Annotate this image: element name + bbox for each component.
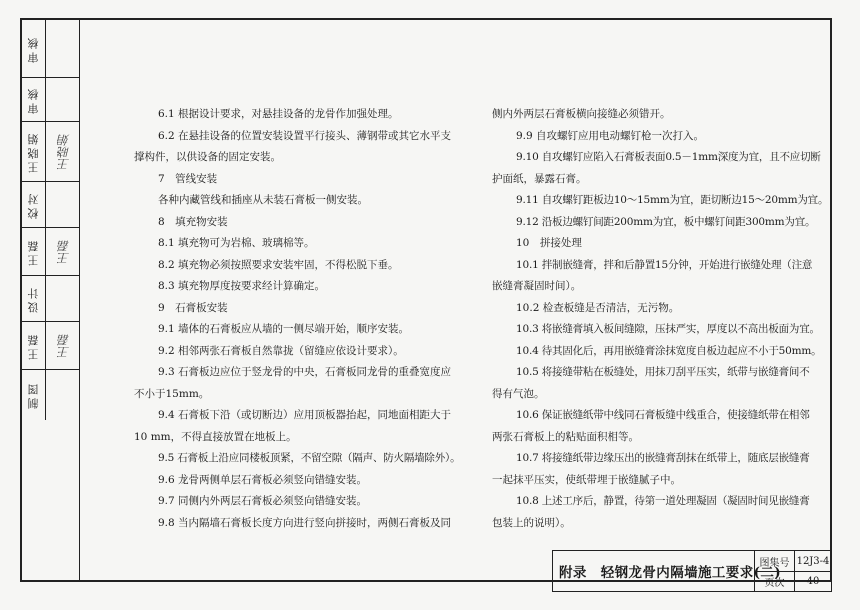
sidebar-label-cell	[22, 276, 46, 321]
sidebar-row	[22, 276, 80, 322]
sidebar-label-cell	[22, 182, 46, 227]
text-line: 9.9 自攻螺钉应用电动螺钉枪一次打入。	[516, 129, 705, 142]
sidebar-label-cell	[22, 78, 46, 121]
atlas-number: 12J3-4	[795, 551, 831, 572]
atlas-number-label: 图集号	[755, 551, 795, 572]
text-line: 7 管线安装	[158, 172, 218, 185]
text-line: 10.8 上述工序后，静置，待第一道处理凝固（凝固时间见嵌缝膏	[516, 495, 810, 507]
signature: 王晓娟	[56, 133, 71, 170]
text-line: 9.4 石膏板下沿（或切断边）应用顶板器抬起，同地面相距大于	[158, 409, 452, 421]
sidebar-row	[22, 370, 80, 420]
signature: 王磊	[56, 333, 71, 358]
sidebar-signature-cell	[46, 20, 80, 77]
text-line: 两张石膏板上的粘贴面积相等。	[492, 430, 639, 443]
sidebar-label-cell	[22, 322, 46, 369]
text-line: 8.3 填充物厚度按要求经计算确定。	[158, 280, 326, 292]
sidebar-row	[22, 20, 80, 78]
text-line: 9 石膏板安装	[158, 301, 228, 314]
text-line: 9.12 沿板边螺钉间距200mm为宜，板中螺钉间距300mm为宜。	[516, 215, 816, 228]
text-line: 10 mm，不得直接放置在地板上。	[134, 430, 297, 443]
text-line: 10.2 检查板缝是否清洁，无污物。	[516, 301, 680, 314]
text-line: 护面纸，暴露石膏。	[492, 172, 587, 185]
text-line: 嵌缝膏凝固时间）。	[492, 280, 582, 292]
sidebar-signature-cell	[46, 228, 80, 275]
sidebar-label: 审核	[26, 85, 40, 114]
text-line: 9.5 石膏板上沿应同楼板顶紧，不留空隙（隔声、防火隔墙除外）。	[158, 452, 461, 464]
text-line: 9.6 龙骨两侧单层石膏板必须竖向错缝安装。	[158, 473, 368, 486]
title-block	[552, 550, 832, 592]
sidebar-signature-cell	[46, 78, 80, 121]
text-line: 9.2 相邻两张石膏板自然靠拢（留缝应依设计要求）。	[158, 344, 404, 357]
text-line: 一起抹平压实，使纸带埋于嵌缝腻子中。	[492, 473, 681, 486]
sidebar-signature-cell	[46, 370, 80, 420]
text-line: 8 填充物安装	[158, 215, 228, 228]
text-line: 9.7 同侧内外两层石膏板必须竖向错缝安装。	[158, 495, 368, 507]
text-line: 10.4 待其固化后，再用嵌缝膏涂抹宽度自板边起应不小于50mm。	[516, 344, 822, 357]
text-line: 10.1 拌制嵌缝膏，拌和后静置15分钟，开始进行嵌缝处理（注意	[516, 258, 813, 271]
page-number: 40	[806, 576, 820, 587]
drawing-frame	[20, 18, 832, 589]
sidebar-label-cell	[22, 20, 46, 77]
signature-sidebar	[22, 20, 80, 580]
text-line: 9.8 当内隔墙石膏板长度方向进行竖向拼接时，两侧石膏板及同	[158, 516, 452, 529]
text-line: 10.6 保证嵌缝纸带中线同石膏板缝中线重合，使接缝纸带在相邻	[516, 409, 810, 421]
text-line: 6.1 根据设计要求，对悬挂设备的龙骨作加强处理。	[158, 108, 399, 120]
sidebar-label-cell	[22, 370, 46, 420]
sidebar-label: 审核	[26, 34, 40, 63]
text-line: 各种内藏管线和插座从未装石膏板一侧安装。	[158, 194, 368, 206]
text-line: 侧内外两层石膏板横向接缝必须错开。	[492, 108, 671, 120]
text-line: 包装上的说明）。	[492, 516, 571, 529]
sidebar-row	[22, 78, 80, 122]
sidebar-label: 王晓娟	[26, 130, 40, 173]
text-line: 撑构件，以供设备的固定安装。	[134, 151, 281, 163]
sidebar-label: 王磊	[26, 331, 40, 360]
sidebar-label: 校对	[26, 190, 40, 219]
text-line: 10 拼接处理	[516, 237, 582, 249]
right-text-column	[492, 104, 829, 534]
text-line: 9.10 自攻螺钉应陷入石膏板表面0.5－1mm深度为宜，且不应切断	[516, 151, 821, 163]
left-text-column	[134, 104, 461, 534]
sidebar-label-cell	[22, 122, 46, 181]
sidebar-label: 王磊	[26, 237, 40, 266]
text-line: 9.1 墙体的石膏板应从墙的一侧尽端开始，顺序安装。	[158, 323, 410, 335]
signature: 王磊	[56, 239, 71, 264]
text-line: 8.1 填充物可为岩棉、玻璃棉等。	[158, 237, 315, 249]
text-line: 不小于15mm。	[134, 387, 210, 400]
sidebar-row	[22, 322, 80, 370]
text-line: 10.5 将接缝带粘在板缝处，用抹刀刮平压实，纸带与嵌缝膏间不	[516, 366, 810, 378]
text-line: 8.2 填充物必须按照要求安装牢固，不得松脱下垂。	[158, 258, 399, 271]
sidebar-row	[22, 228, 80, 276]
sidebar-signature-cell	[46, 276, 80, 321]
text-line: 9.11 自攻螺钉距板边10～15mm为宜，距切断边15～20mm为宜。	[516, 194, 829, 206]
text-line: 10.7 将接缝纸带边缘压出的嵌缝膏刮抹在纸带上，随底层嵌缝膏	[516, 452, 810, 464]
text-line: 10.3 将嵌缝膏填入板间缝隙，压抹严实，厚度以不高出板面为宜。	[516, 323, 820, 335]
sidebar-row	[22, 122, 80, 182]
sidebar-label-cell	[22, 228, 46, 275]
text-line: 9.3 石膏板边应位于竖龙骨的中央，石膏板同龙骨的重叠宽度应	[158, 366, 452, 378]
text-line: 得有气泡。	[492, 387, 545, 400]
sidebar-row	[22, 182, 80, 228]
sidebar-label: 制图	[26, 381, 40, 409]
page-number-label: 页次	[755, 572, 795, 591]
drawing-title: 附录 轻钢龙骨内隔墙施工要求(二)	[553, 551, 755, 591]
sidebar-label: 设计	[26, 284, 40, 313]
sidebar-signature-cell	[46, 322, 80, 369]
sidebar-signature-cell	[46, 122, 80, 181]
sidebar-signature-cell	[46, 182, 80, 227]
text-line: 6.2 在悬挂设备的位置安装设置平行接头、薄钢带或其它水平支	[158, 129, 452, 142]
